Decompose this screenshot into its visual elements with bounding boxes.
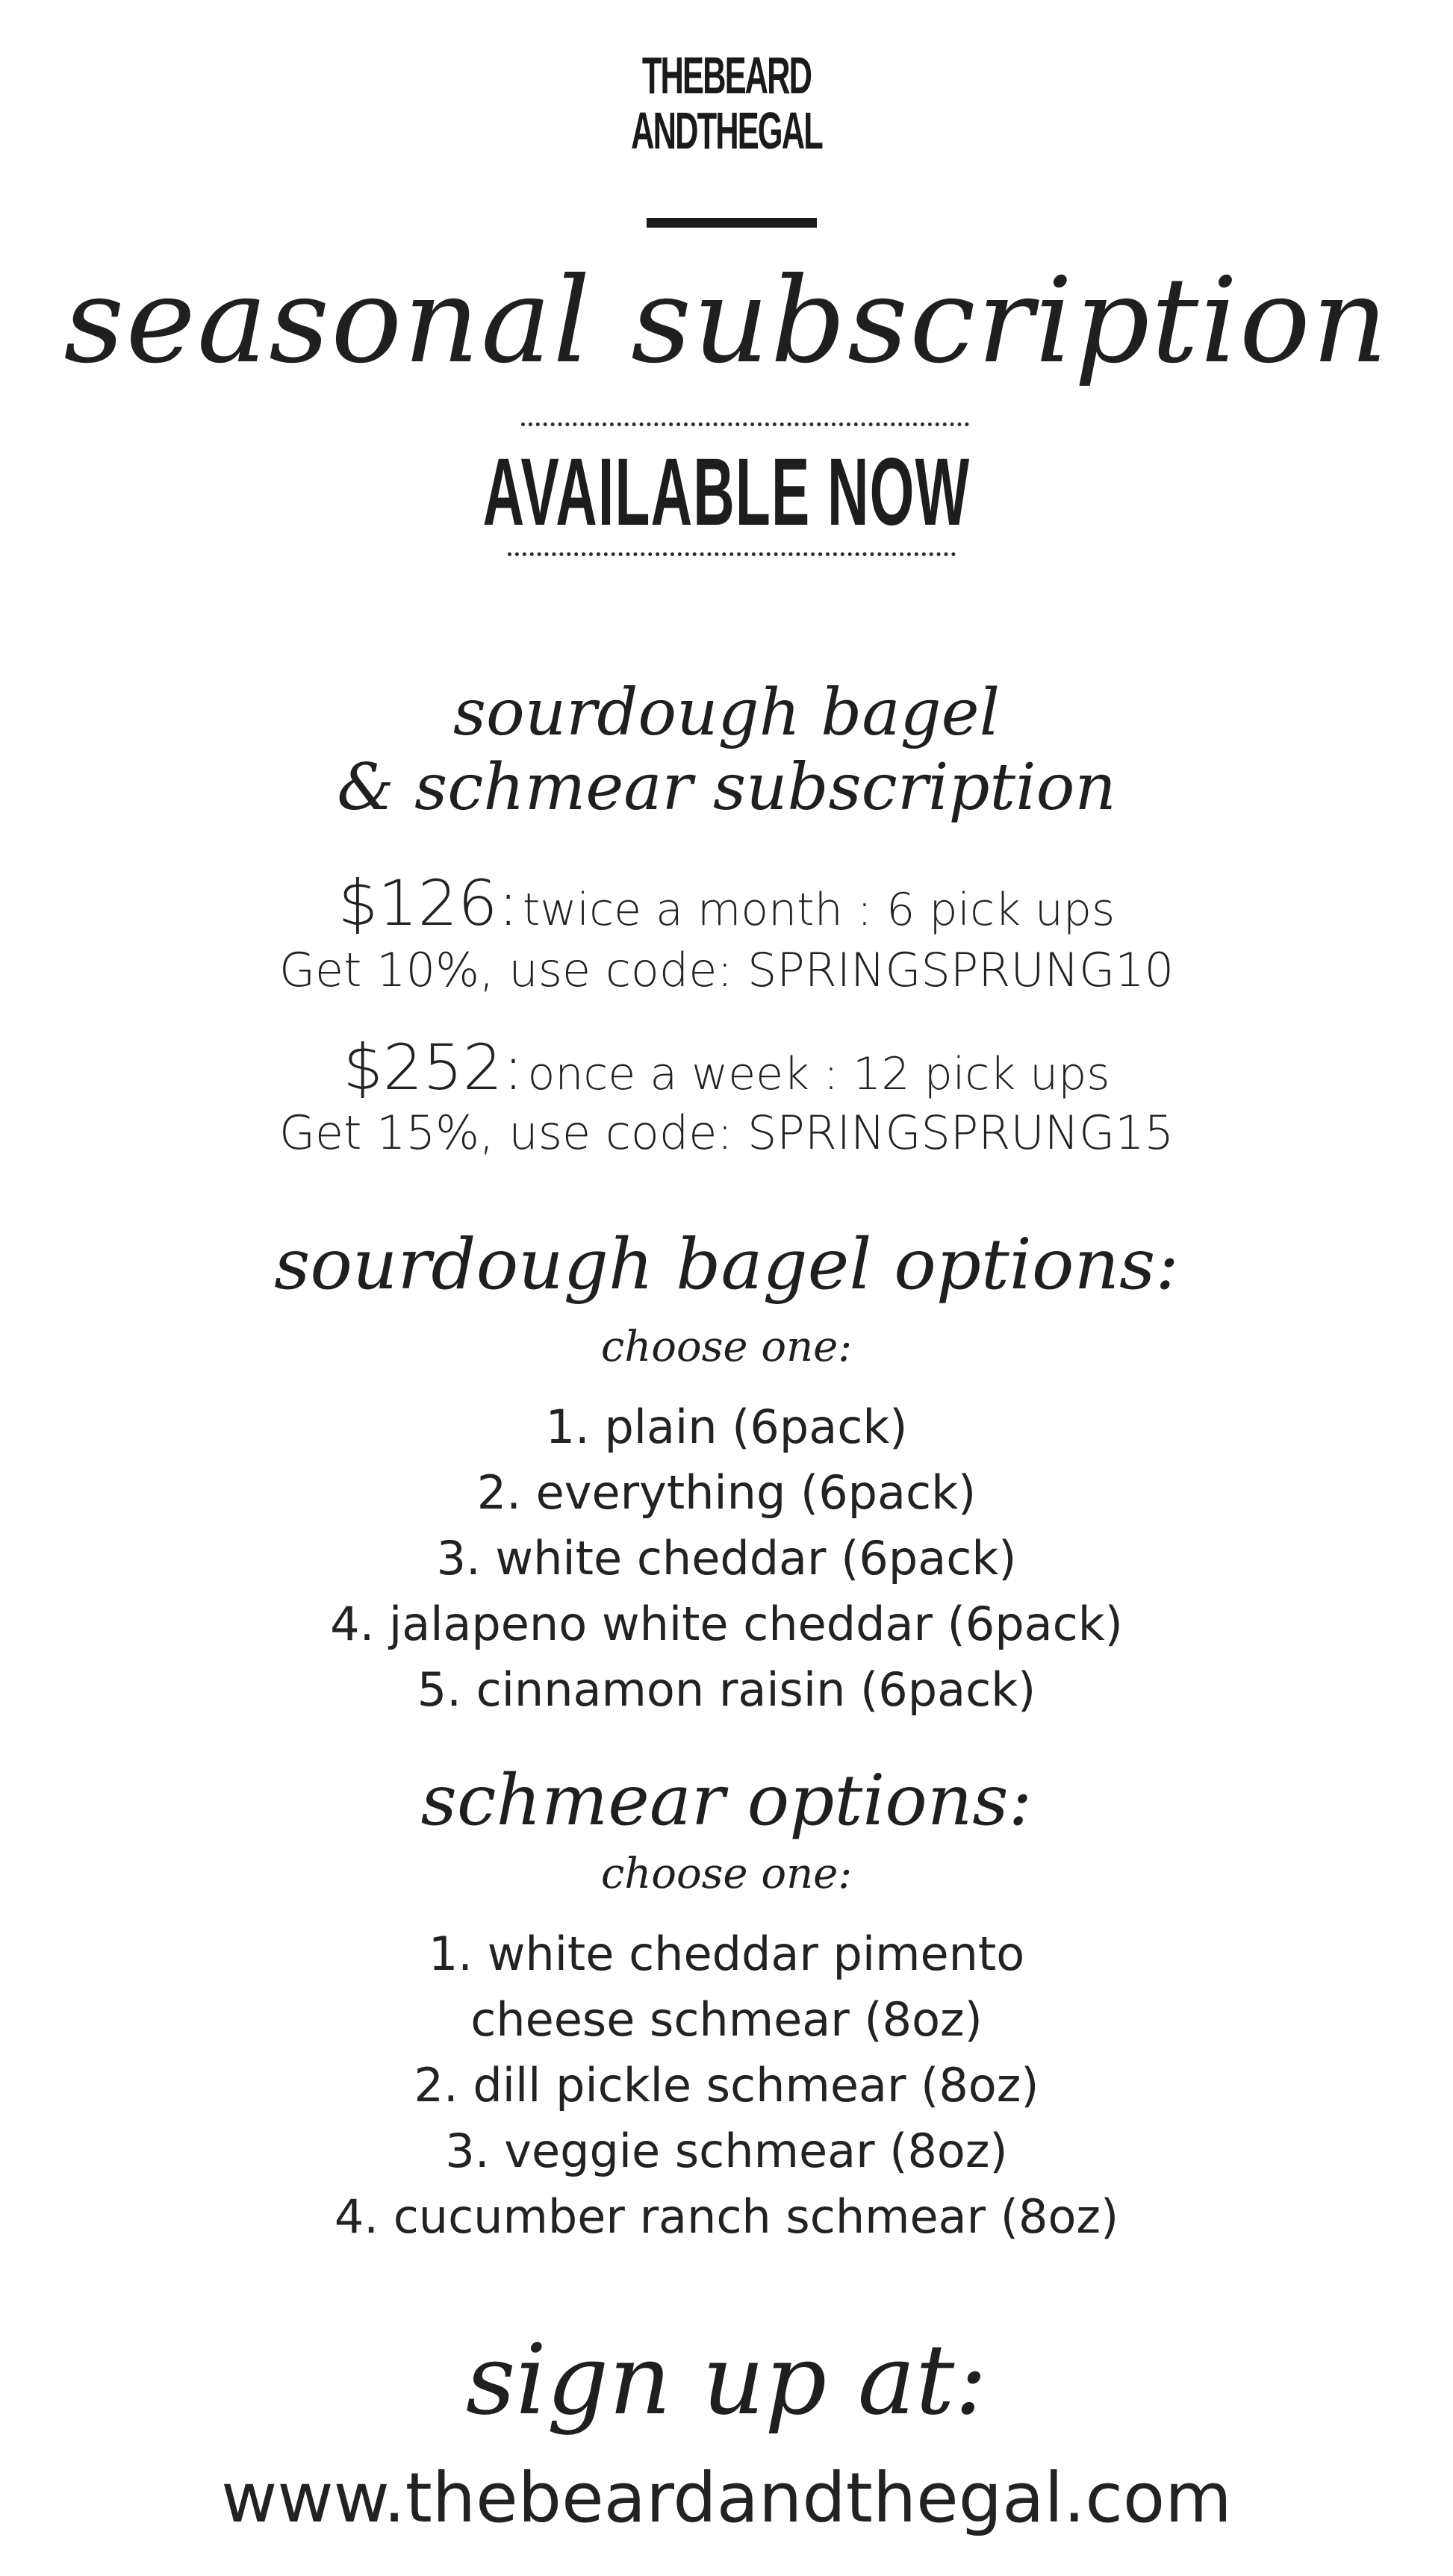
list-item: 2. dill pickle schmear (8oz) — [414, 2058, 1039, 2112]
plan-2-frequency: once a week : 12 pick ups — [527, 1048, 1110, 1100]
schmear-options-list — [0, 1921, 1453, 2250]
logo-line-2: ANDTHEGAL — [631, 102, 822, 160]
plan-2-price: $252: — [343, 1031, 524, 1104]
list-item: 3. white cheddar (6pack) — [436, 1531, 1017, 1585]
dotted-divider-bottom — [508, 552, 956, 556]
list-item: 1. plain (6pack) — [545, 1400, 908, 1454]
brand-logo — [0, 48, 1453, 158]
list-item: 3. veggie schmear (8oz) — [445, 2124, 1008, 2178]
plan-1-discount: Get 10%, use code: SPRINGSPRUNG10 — [279, 943, 1174, 997]
headline: seasonal subscription — [63, 252, 1390, 390]
list-item: 4. jalapeno white cheddar (6pack) — [330, 1597, 1123, 1651]
list-item: 2. everything (6pack) — [476, 1465, 977, 1520]
available-now-text: AVAILABLE NOW — [482, 439, 971, 546]
subscription-title-line-2: & schmear subscription — [337, 750, 1116, 825]
logo-line-1: THEBEARD — [641, 46, 812, 105]
signup-label: sign up at: — [465, 2323, 988, 2436]
plan-1-price: $126: — [337, 867, 519, 940]
schmear-options-instruction: choose one: — [600, 1850, 853, 1898]
plan-1-frequency: twice a month : 6 pick ups — [522, 884, 1116, 936]
list-item: cheese schmear (8oz) — [470, 1992, 983, 2047]
list-item: 4. cucumber ranch schmear (8oz) — [334, 2189, 1119, 2244]
dotted-divider-top — [521, 422, 969, 426]
list-item: 1. white cheddar pimento — [428, 1927, 1025, 1981]
bagel-options-instruction: choose one: — [600, 1323, 853, 1371]
signup-url: www.thebeardandthegal.com — [221, 2458, 1232, 2538]
subscription-title-line-1: sourdough bagel — [452, 676, 1001, 750]
bagel-options-list — [0, 1394, 1453, 1723]
list-item: 5. cinnamon raisin (6pack) — [417, 1662, 1036, 1717]
bagel-options-heading: sourdough bagel options: — [274, 1224, 1179, 1306]
schmear-options-heading: schmear options: — [420, 1760, 1033, 1841]
plan-2-discount: Get 15%, use code: SPRINGSPRUNG15 — [279, 1105, 1174, 1160]
available-now-banner — [0, 439, 1453, 546]
logo-divider — [647, 218, 817, 228]
